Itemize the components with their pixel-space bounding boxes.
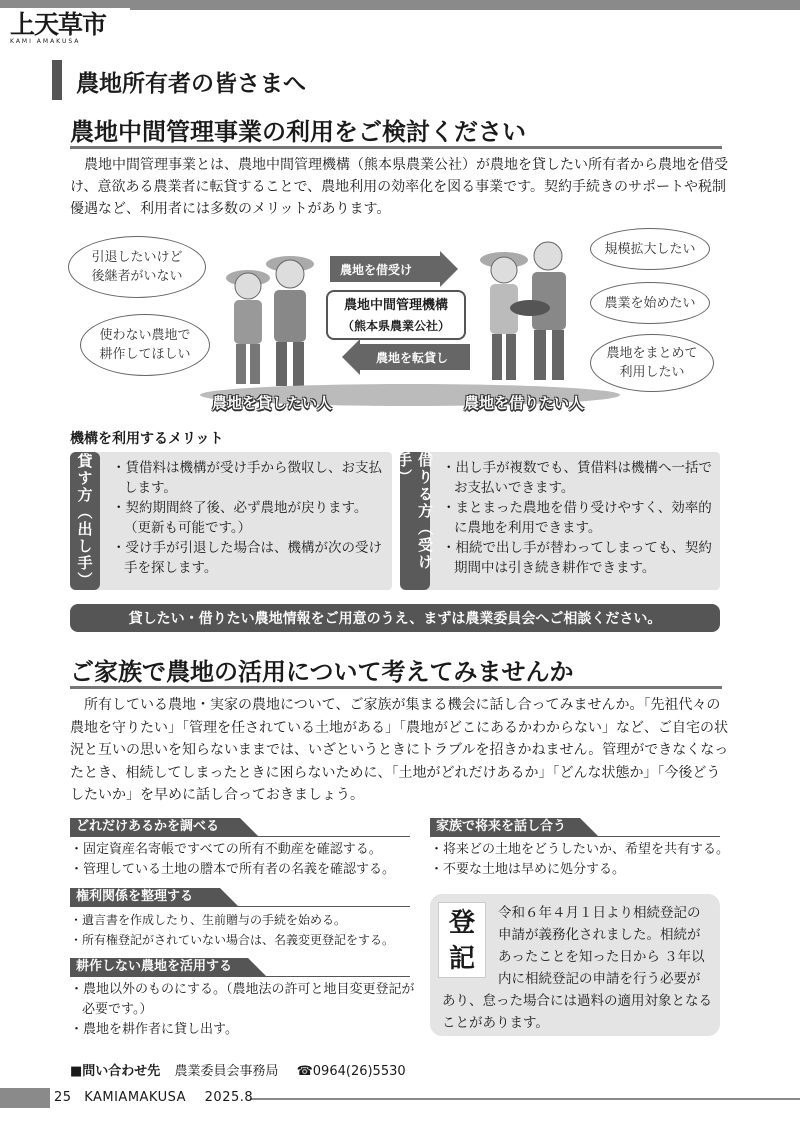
list-item: ・ 将来どの土地をどうしたいか、希望を共有する。 <box>430 840 730 860</box>
borrower-label: 農地を借りたい人 <box>464 394 585 412</box>
contact-info: ■問い合わせ先 農業委員会事務局 ☎0964(26)5530 <box>70 1064 406 1079</box>
thought-bubble: 使わない農地で 耕作してほしい <box>80 314 210 376</box>
block-heading: 家族で将来を話し合う <box>430 818 580 836</box>
block-heading: 耕作しない農地を活用する <box>70 958 248 976</box>
merit-title: 機構を利用するメリット <box>70 431 224 447</box>
scheme-diagram <box>60 226 740 426</box>
borrower-merits: 借りる方（受け手） ・ 出し手が複数でも、賃借料は機構へ一括でお支払いできます。 ・ まとまった農地を借り受けやすく、効率的に農地を利用できます。 ・ 相続で出し手が替わってしまっても、契約期間中は引き続き耕作できます。 <box>400 452 720 590</box>
page-footer: 25 KAMIAMAKUSA 2025.8 <box>54 1090 254 1105</box>
block-list <box>70 910 420 950</box>
list-item: ・ 遺言書を作成したり、生前贈与の手続を始める。 <box>70 910 420 930</box>
consult-banner: 貸したい・借りたい農地情報をご用意のうえ、まずは農業委員会へご相談ください。 <box>70 604 720 632</box>
lender-merits: 貸す方（出し手） ・ 賃借料は機構が受け手から徴収し、お支払します。 ・ 契約期間終了後、必ず農地が戻ります。（更新も可能です。） ・ 受け手が引退した場合は、機構が次の受け手を探します。 <box>70 452 392 590</box>
thought-bubble: 農地をまとめて 利用したい <box>590 334 714 392</box>
central-organization: 農地中間管理機構 （熊本県農業公社） <box>326 290 466 340</box>
family-paragraph: 所有している農地・実家の農地について、ご家族が集まる機会に話し合ってみませんか。「先祖代々の農地を守りたい」「管理を任されている土地がある」「農地がどこにあるかわからない」など、ご自宅の状況と互いの思いを知らないままでは、いざというときにトラブルを招きかねません。管理ができなくなったとき、相続してしまったときに困らないために、「土地がどれだけあるか」「どんな状態か」「今後どうしたいか」を早めに話し合っておきましょう。 <box>70 697 729 803</box>
heading-intermediate-management: 農地中間管理事業の利用をご検討ください <box>70 118 526 146</box>
thought-bubble: 規模拡大したい <box>590 228 710 270</box>
lender-farmers-illustration <box>218 244 328 394</box>
arrow-sublease: 農地を転貸し <box>360 344 470 370</box>
block-list <box>430 840 730 880</box>
merit-item: ・ 受け手が引退した場合は、機構が次の受け手を探します。 <box>112 538 384 578</box>
block-heading: 権利関係を整理する <box>70 888 220 906</box>
merit-item: ・ 契約期間終了後、必ず農地が戻ります。（更新も可能です。） <box>112 498 384 538</box>
merit-item: ・ 賃借料は機構が受け手から徴収し、お支払します。 <box>112 458 384 498</box>
arrow-borrow: 農地を借受け <box>330 256 440 282</box>
list-item: ・ 管理している土地の謄本で所有者の名義を確認する。 <box>70 860 420 880</box>
thought-bubble: 農業を始めたい <box>590 282 710 324</box>
intro-paragraph: 農地中間管理事業とは、農地中間管理機構（熊本県農業公社）が農地を貸したい所有者から農地を借受け、意欲ある農業者に転貸することで、農地利用の効率化を図る事業です。契約手続きのサポートや税制優遇など、利用者には多数のメリットがあります。 <box>70 157 728 217</box>
block-list <box>70 840 420 880</box>
registration-stamp: 登 記 <box>438 902 486 978</box>
block-heading: どれだけあるかを調べる <box>70 818 240 836</box>
registration-notice: 登 記 令和６年４月１日より相続登記の申請が義務化されました。相続があったことを知った日から ３年以内に相続登記の申請を行う必要があり、怠った場合には過料の適用対象となることがあります。 <box>430 894 720 1036</box>
list-item: ・ 固定資産名寄帳ですべての所有不動産を確認する。 <box>70 840 420 860</box>
logo-jp: 上天草市 <box>10 10 107 39</box>
logo-en: KAMI AMAKUSA <box>10 38 81 45</box>
city-logo <box>10 12 120 46</box>
list-item: ・ 農地を耕作者に貸し出す。 <box>70 1020 420 1040</box>
section-title: 農地所有者の皆さまへ <box>52 60 752 100</box>
block-list <box>70 980 420 1040</box>
list-item: ・ 農地以外のものにする。（農地法の許可と地目変更登記が必要です。） <box>70 980 420 1020</box>
merit-item: ・ 出し手が複数でも、賃借料は機構へ一括でお支払いできます。 <box>442 458 712 498</box>
borrower-farmers-illustration <box>478 234 588 394</box>
thought-bubble: 引退したいけど 後継者がいない <box>68 236 206 298</box>
merit-item: ・ 相続で出し手が替わってしまっても、契約期間中は引き続き耕作できます。 <box>442 538 712 578</box>
list-item: ・ 所有権登記がされていない場合は、名義変更登記をする。 <box>70 930 420 950</box>
merit-item: ・ まとまった農地を借り受けやすく、効率的に農地を利用できます。 <box>442 498 712 538</box>
top-bar <box>0 0 800 8</box>
heading-family-discussion: ご家族で農地の活用について考えてみませんか <box>70 658 574 686</box>
list-item: ・ 不要な土地は早めに処分する。 <box>430 860 730 880</box>
lender-label: 農地を貸したい人 <box>212 394 333 412</box>
